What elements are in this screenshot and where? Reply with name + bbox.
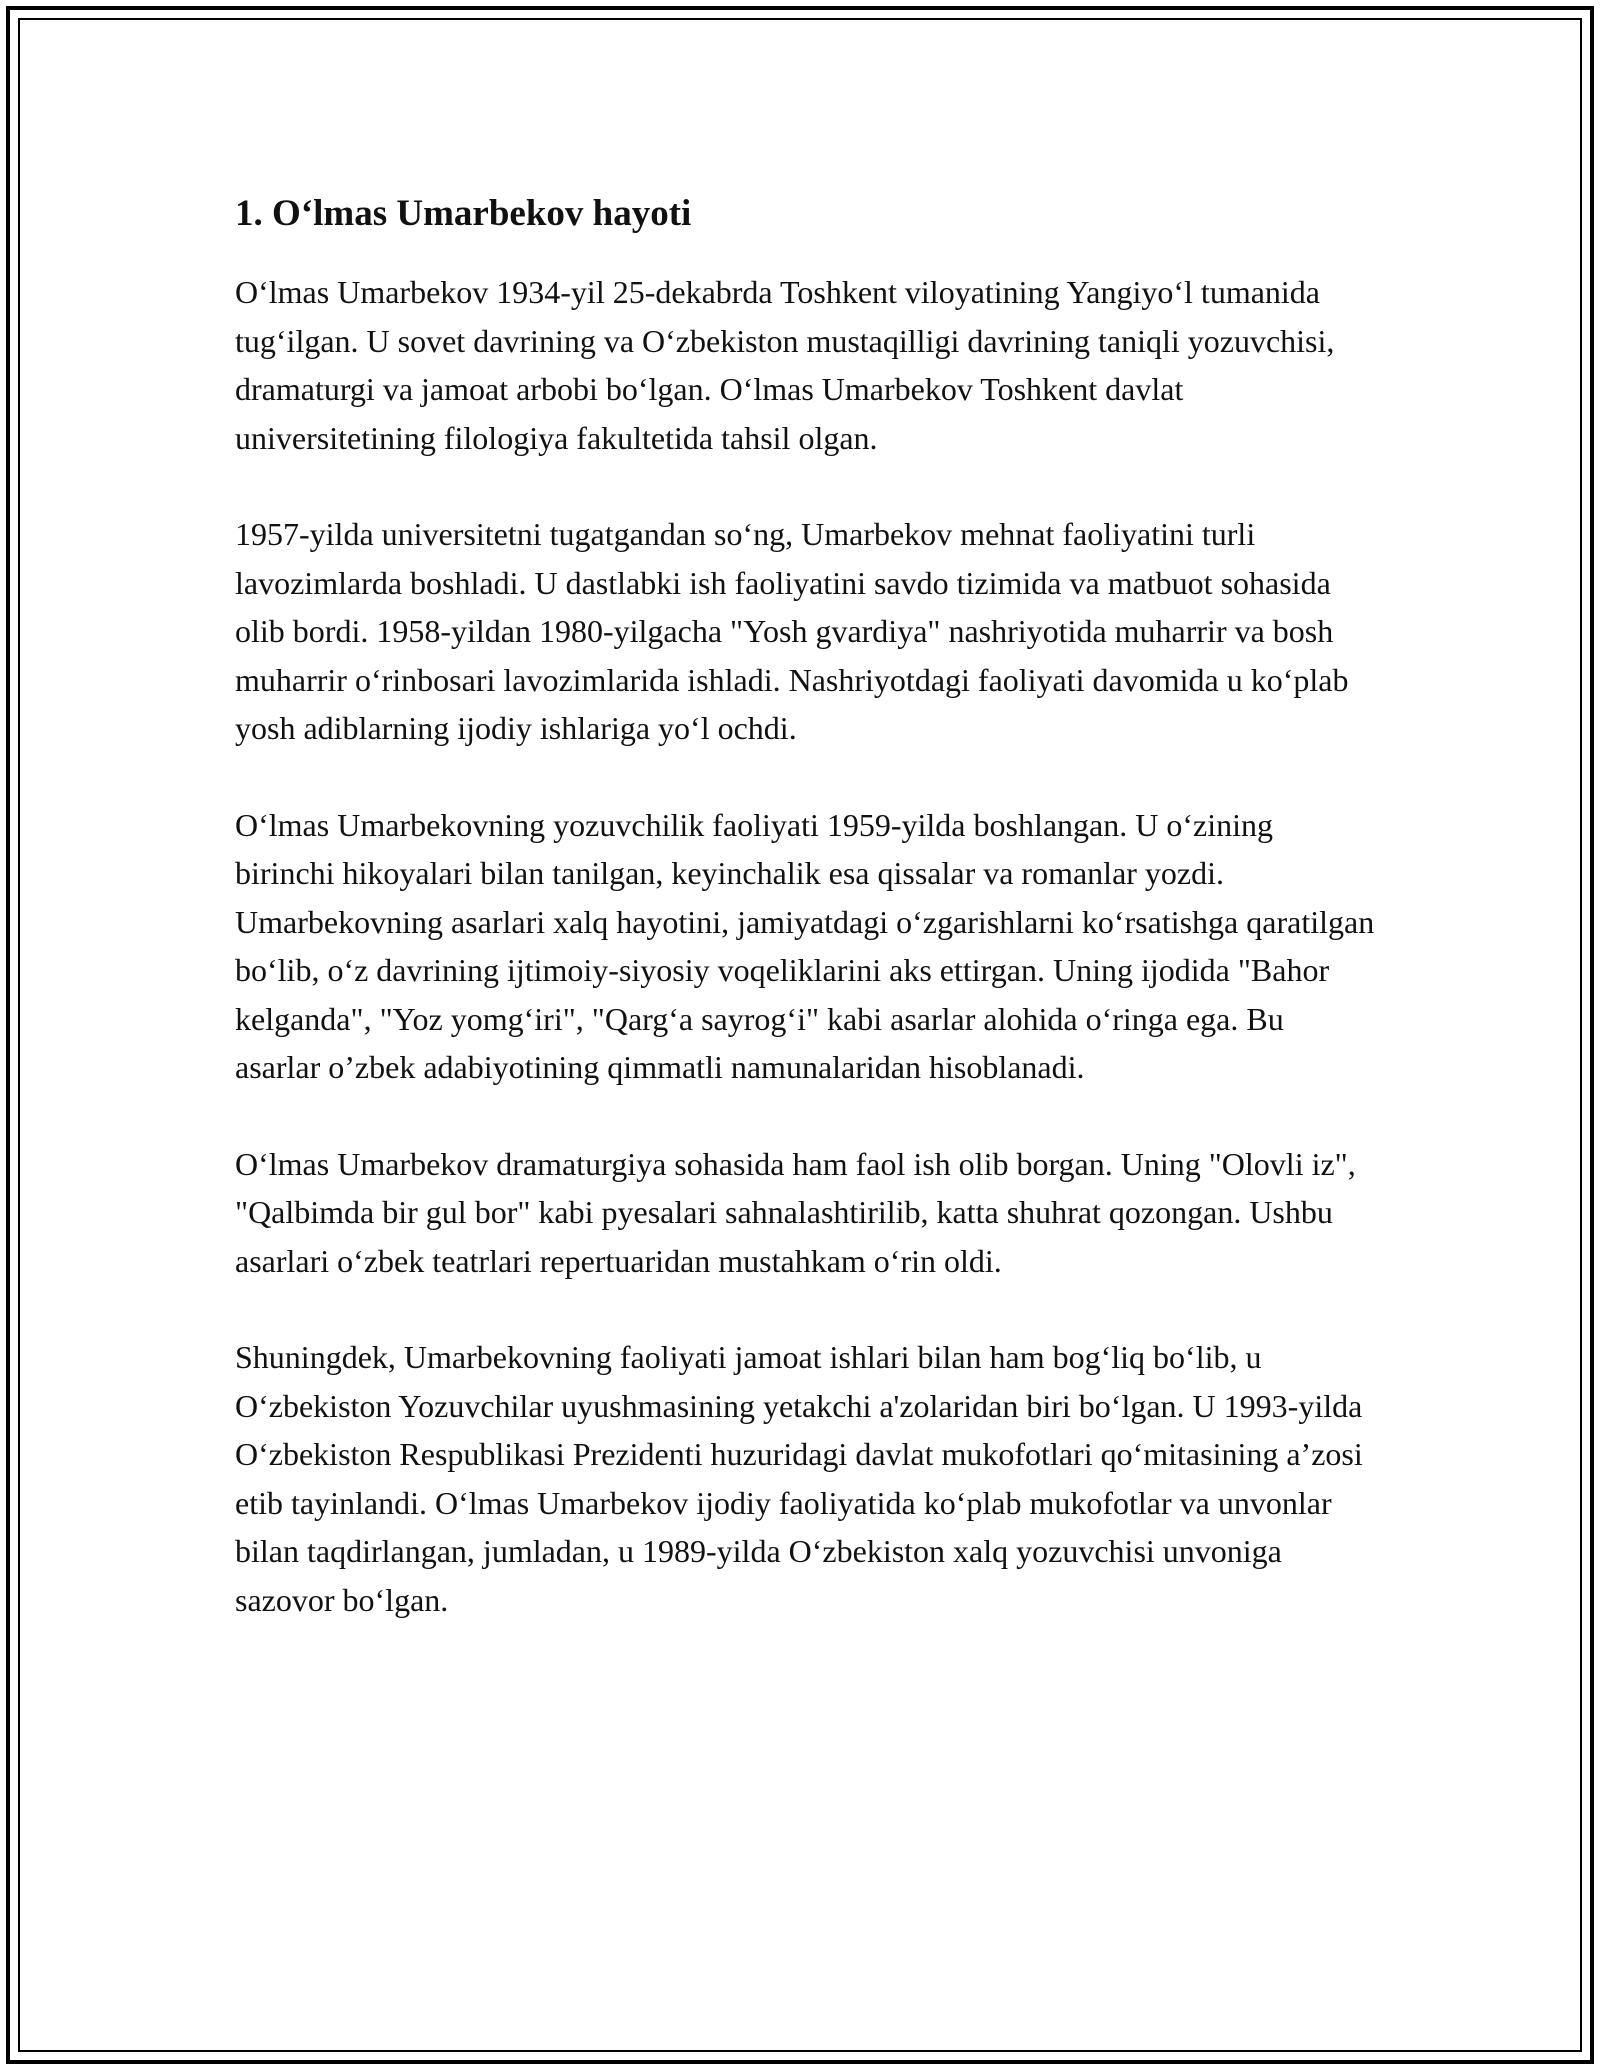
paragraph-public-work: Shuningdek, Umarbekovning faoliyati jamoat ishlari bilan ham bog‘liq bo‘lib, u O‘zbekiston Yozuvchilar uyushmasining yetakchi a'zolaridan biri bo‘lgan. U 1993-yilda O‘zbekiston Respublikasi Prezidenti huzuridagi davlat mukofotlari qo‘mitasining a’zosi etib tayinlandi. O‘lmas Umarbekov ijodiy faoliyatida ko‘plab mukofotlar va unvonlar bilan taqdirlangan, jumladan, u 1989-yilda O‘zbekiston xalq yozuvchisi unvoniga sazovor bo‘lgan. <box>235 1339 1363 1618</box>
paragraph-writing-career: O‘lmas Umarbekovning yozuvchilik faoliyati 1959-yilda boshlangan. U o‘zining birinchi hikoyalari bilan tanilgan, keyinchalik esa qissalar va romanlar yozdi. Umarbekovning asarlari xalq hayotini, jamiyatdagi o‘zgarishlarni ko‘rsatishga qaratilgan bo‘lib, o‘z davrining ijtimoiy-siyosiy voqeliklarini aks ettirgan. Uning ijodida "Bahor kelganda", "Yoz yomg‘iri", "Qarg‘a sayrog‘i" kabi asarlar alohida o‘ringa ega. Bu asarlar o’zbek adabiyotining qimmatli namunalaridan hisoblanadi. <box>235 806 1375 1085</box>
section-title: 1. O‘lmas Umarbekov hayoti <box>235 193 692 234</box>
paragraph-dramaturgy: O‘lmas Umarbekov dramaturgiya sohasida ham faol ish olib borgan. Uning "Olovli iz", "Qalbimda bir gul bor" kabi pyesalari sahnalashtirilib, katta shuhrat qozongan. Ushbu asarlari o‘zbek teatrlari repertuaridan mustahkam o‘rin oldi. <box>235 1145 1356 1279</box>
document-body <box>235 188 1375 1672</box>
paragraph-biography-birth: O‘lmas Umarbekov 1934-yil 25-dekabrda Toshkent viloyatining Yangiyo‘l tumanida tug‘ilgan. U sovet davrining va O‘zbekiston mustaqilligi davrining taniqli yozuvchisi, dramaturgi va jamoat arbobi bo‘lgan. O‘lmas Umarbekov Toshkent davlat universitetining filologiya fakultetida tahsil olgan. <box>235 274 1335 456</box>
paragraph-career-start: 1957-yilda universitetni tugatgandan so‘ng, Umarbekov mehnat faoliyatini turli lavozimlarda boshladi. U dastlabki ish faoliyatini savdo tizimida va matbuot sohasida olib bordi. 1958-yildan 1980-yilgacha "Yosh gvardiya" nashriyotida muharrir va bosh muharrir o‘rinbosari lavozimlarida ishladi. Nashriyotdagi faoliyati davomida u ko‘plab yosh adiblarning ijodiy ishlariga yo‘l ochdi. <box>235 516 1349 746</box>
